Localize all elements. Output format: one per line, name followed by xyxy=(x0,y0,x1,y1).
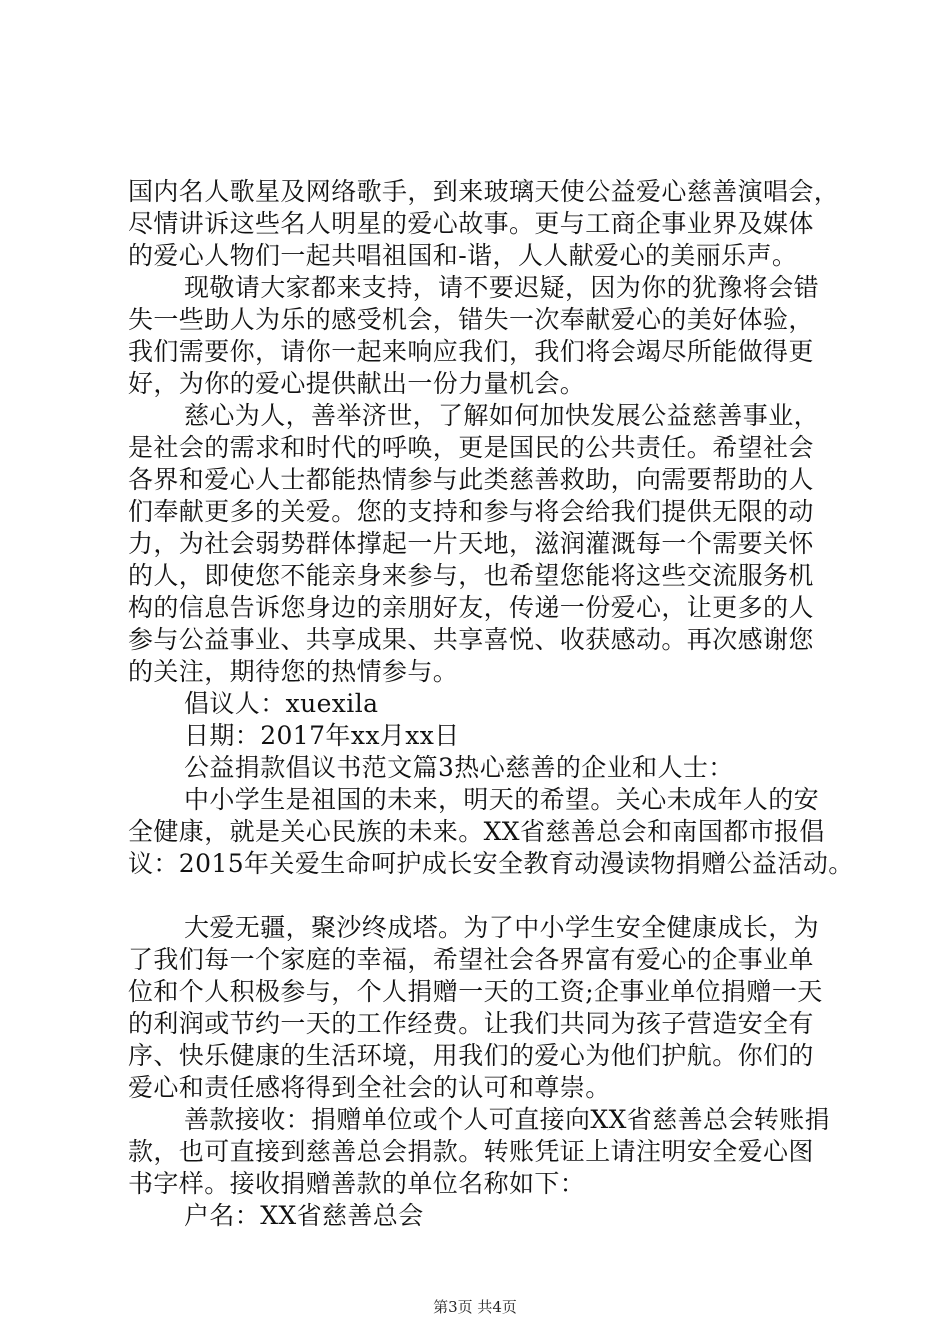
text-line: 序、快乐健康的生活环境，用我们的爱心为他们护航。你们的 xyxy=(128,1041,814,1070)
text-line: 好，为你的爱心提供献出一份力量机会。 xyxy=(128,369,586,398)
text-line: 失一些助人为乐的感受机会，错失一次奉献爱心的美好体验， xyxy=(128,305,814,334)
text-line: 的爱心人物们一起共唱祖国和-谐，人人献爱心的美丽乐声。 xyxy=(128,241,798,270)
text-line: 的关注，期待您的热情参与。 xyxy=(128,657,459,686)
initiator-line: 倡议人：xuexila xyxy=(184,689,379,718)
text-line: 的利润或节约一天的工作经费。让我们共同为孩子营造安全有 xyxy=(128,1009,814,1038)
text-line: 的人，即使您不能亲身来参与，也希望您能将这些交流服务机 xyxy=(128,561,814,590)
date-line: 日期：2017年xx月xx日 xyxy=(184,721,460,750)
text-line: 各界和爱心人士都能热情参与此类慈善救助，向需要帮助的人 xyxy=(128,465,814,494)
paragraph-start: 中小学生是祖国的未来，明天的希望。关心未成年人的安 xyxy=(184,785,820,814)
paragraph-start: 现敬请大家都来支持，请不要迟疑，因为你的犹豫将会错 xyxy=(184,273,820,302)
text-line: 爱心和责任感将得到全社会的认可和尊崇。 xyxy=(128,1073,611,1102)
text-line: 参与公益事业、共享成果、共享喜悦、收获感动。再次感谢您 xyxy=(128,625,814,654)
text-line: 构的信息告诉您身边的亲朋好友，传递一份爱心，让更多的人 xyxy=(128,593,814,622)
text-line: 全健康，就是关心民族的未来。XX省慈善总会和南国都市报倡 xyxy=(128,817,825,846)
text-line: 书字样。接收捐赠善款的单位名称如下： xyxy=(128,1169,586,1198)
text-line: 款，也可直接到慈善总会捐款。转账凭证上请注明安全爱心图 xyxy=(128,1137,814,1166)
paragraph-start: 慈心为人，善举济世，了解如何加快发展公益慈善事业， xyxy=(184,401,820,430)
text-line: 是社会的需求和时代的呼唤，更是国民的公共责任。希望社会 xyxy=(128,433,814,462)
paragraph-start: 大爱无疆，聚沙终成塔。为了中小学生安全健康成长，为 xyxy=(184,913,820,942)
account-name-line: 户名：XX省慈善总会 xyxy=(184,1201,424,1230)
text-line: 们奉献更多的关爱。您的支持和参与将会给我们提供无限的动 xyxy=(128,497,814,526)
text-line: 位和个人积极参与，个人捐赠一天的工资;企事业单位捐赠一天 xyxy=(128,977,823,1006)
page-number: 第3页 共4页 xyxy=(433,1298,517,1316)
text-line: 力，为社会弱势群体撑起一片天地，滋润灌溉每一个需要关怀 xyxy=(128,529,814,558)
text-line: 我们需要你，请你一起来响应我们，我们将会竭尽所能做得更 xyxy=(128,337,814,366)
paragraph-start: 善款接收：捐赠单位或个人可直接向XX省慈善总会转账捐 xyxy=(184,1105,830,1134)
text-line: 国内名人歌星及网络歌手，到来玻璃天使公益爱心慈善演唱会， xyxy=(128,177,840,206)
text-line: 议：2015年关爱生命呵护成长安全教育动漫读物捐赠公益活动。 xyxy=(128,849,854,878)
section-heading: 公益捐款倡议书范文篇3热心慈善的企业和人士： xyxy=(184,753,734,782)
text-line: 了我们每一个家庭的幸福，希望社会各界富有爱心的企事业单 xyxy=(128,945,814,974)
text-line: 尽情讲诉这些名人明星的爱心故事。更与工商企事业界及媒体 xyxy=(128,209,814,238)
